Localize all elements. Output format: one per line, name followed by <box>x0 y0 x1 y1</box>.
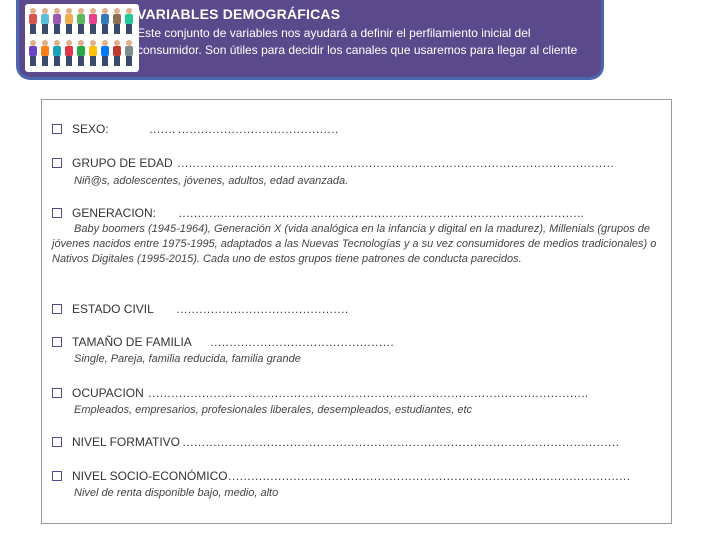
item-dots: ……. …………………………………… <box>148 122 339 136</box>
page-title: VARIABLES DEMOGRÁFICAS <box>137 6 341 22</box>
checkbox-icon <box>52 304 62 314</box>
item-tamano-familia <box>52 335 394 349</box>
item-nivel-formativo <box>52 435 619 449</box>
item-estado-civil <box>52 302 348 316</box>
item-nivel-socioeconomico <box>52 469 630 483</box>
header-banner <box>16 0 604 80</box>
item-label: ESTADO CIVIL <box>72 302 154 316</box>
item-dots: …………………………………………………………………………………………… <box>227 469 631 483</box>
checkbox-icon <box>52 388 62 398</box>
item-ocupacion <box>52 386 588 400</box>
item-label: SEXO: <box>72 122 109 136</box>
checkbox-icon <box>52 208 62 218</box>
checkbox-icon <box>52 337 62 347</box>
checkbox-icon <box>52 437 62 447</box>
item-label: NIVEL SOCIO-ECONÓMICO <box>72 469 228 483</box>
item-label: GENERACION: <box>72 206 157 220</box>
item-dots: …………………………………………………………………………………………………… <box>182 435 620 449</box>
item-label: NIVEL FORMATIVO <box>72 435 181 449</box>
item-label: OCUPACION <box>72 386 144 400</box>
page-subtitle: Este conjunto de variables nos ayudará a definir el perfilamiento inicial del consumidor. Son útiles para decidir los canales que usaremos para llegar al cliente <box>137 26 578 57</box>
checkbox-icon <box>52 471 62 481</box>
item-sexo <box>52 122 338 136</box>
item-note: Nivel de renta disponible bajo, medio, alto <box>74 487 279 499</box>
people-group-icon <box>25 4 139 72</box>
item-note: Niñ@s, adolescentes, jóvenes, adultos, edad avanzada. <box>74 175 349 187</box>
item-generacion <box>52 206 583 220</box>
item-dots: …………………………………………………………………………………………………… <box>176 156 614 170</box>
item-note: Baby boomers (1945-1964), Generación X (vida analógica en la infancia y digital en la madurez), Millenials (grupos de jóvenes nacidos entre 1975-1995, adaptados a las Nuevas Tecnologías y a su vez consumidores de medios tradicionales) o Nativos Digitales (1995-2015). Cada uno de estos grupos tiene patrones de conducta parecidos. <box>52 223 657 265</box>
checkbox-icon <box>52 124 62 134</box>
item-note: Empleados, empresarios, profesionales liberales, desempleados, estudiantes, etc <box>74 404 473 416</box>
item-dots: ……………………………………………………………………………………………………. <box>147 386 588 400</box>
item-label: GRUPO DE EDAD <box>72 156 173 170</box>
item-note: Single, Pareja, familia reducida, familia grande <box>74 353 301 365</box>
item-dots: ……………………………………… <box>175 302 349 316</box>
item-dots: ………………………………………… <box>209 335 394 349</box>
item-label: TAMAÑO DE FAMILIA <box>72 335 192 349</box>
item-dots: ……………………………………………………………………………………………. <box>178 206 584 220</box>
item-grupo-edad <box>52 156 614 170</box>
checkbox-icon <box>52 158 62 168</box>
